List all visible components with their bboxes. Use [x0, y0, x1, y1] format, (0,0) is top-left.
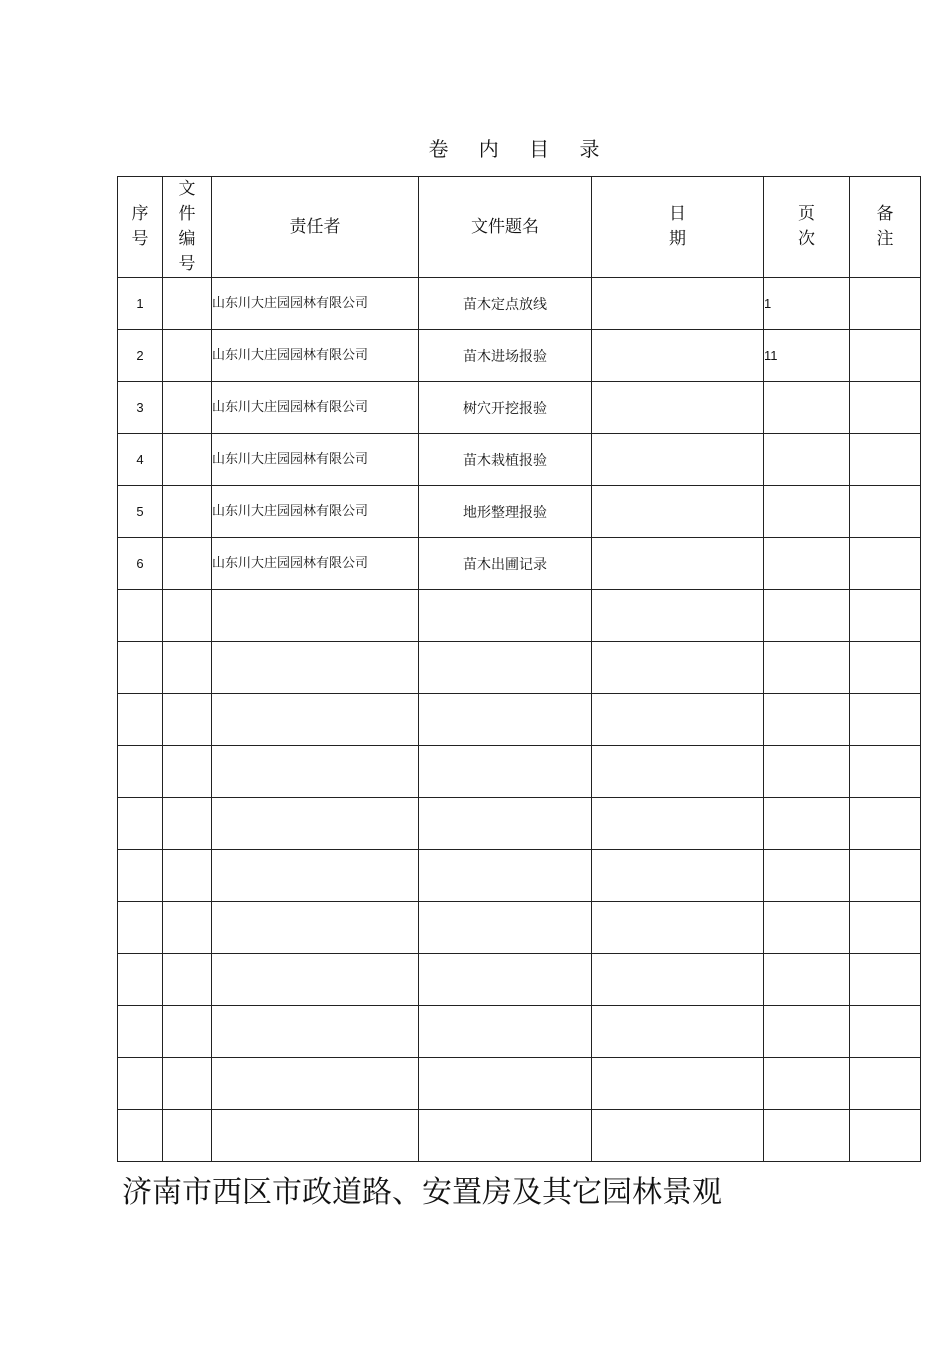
cell-date	[592, 746, 764, 798]
cell-seq	[118, 850, 163, 902]
cell-doc-no	[163, 1110, 212, 1162]
cell-responsible: 山东川大庄园园林有限公司	[212, 278, 419, 330]
table-row	[118, 278, 921, 330]
cell-seq	[118, 798, 163, 850]
header-responsible: 责任者	[212, 177, 419, 278]
cell-remarks	[850, 590, 921, 642]
cell-remarks	[850, 902, 921, 954]
header-date: 日期	[592, 177, 764, 278]
cell-doc-no	[163, 590, 212, 642]
cell-page	[764, 954, 850, 1006]
cell-seq	[118, 902, 163, 954]
cell-page	[764, 434, 850, 486]
table-row	[118, 798, 921, 850]
cell-doc-no	[163, 278, 212, 330]
cell-responsible: 山东川大庄园园林有限公司	[212, 538, 419, 590]
cell-doc-title	[419, 850, 592, 902]
cell-doc-no	[163, 798, 212, 850]
cell-doc-no	[163, 330, 212, 382]
cell-responsible	[212, 746, 419, 798]
cell-remarks	[850, 1110, 921, 1162]
table-row	[118, 330, 921, 382]
cell-page	[764, 902, 850, 954]
cell-doc-no	[163, 954, 212, 1006]
cell-seq: 1	[118, 278, 163, 330]
cell-doc-title: 苗木出圃记录	[419, 538, 592, 590]
header-page: 页次	[764, 177, 850, 278]
cell-page	[764, 382, 850, 434]
cell-page	[764, 1006, 850, 1058]
cell-date	[592, 590, 764, 642]
table-row	[118, 434, 921, 486]
cell-responsible: 山东川大庄园园林有限公司	[212, 434, 419, 486]
header-remarks: 备注	[850, 177, 921, 278]
cell-doc-title	[419, 954, 592, 1006]
cell-remarks	[850, 434, 921, 486]
table-row	[118, 1058, 921, 1110]
cell-seq: 6	[118, 538, 163, 590]
cell-responsible	[212, 902, 419, 954]
cell-doc-title	[419, 1110, 592, 1162]
cell-page: 1	[764, 278, 850, 330]
cell-page: 11	[764, 330, 850, 382]
cell-remarks	[850, 1058, 921, 1110]
cell-date	[592, 382, 764, 434]
cell-doc-title: 树穴开挖报验	[419, 382, 592, 434]
cell-seq: 5	[118, 486, 163, 538]
cell-page	[764, 694, 850, 746]
table-row	[118, 486, 921, 538]
cell-date	[592, 902, 764, 954]
cell-responsible	[212, 590, 419, 642]
cell-doc-title	[419, 798, 592, 850]
cell-date	[592, 538, 764, 590]
cell-responsible: 山东川大庄园园林有限公司	[212, 486, 419, 538]
cell-doc-no	[163, 902, 212, 954]
cell-doc-title	[419, 642, 592, 694]
cell-responsible	[212, 1006, 419, 1058]
cell-seq	[118, 1006, 163, 1058]
cell-page	[764, 538, 850, 590]
cell-doc-title	[419, 902, 592, 954]
cell-doc-title	[419, 1006, 592, 1058]
cell-doc-no	[163, 434, 212, 486]
cell-seq	[118, 954, 163, 1006]
cell-doc-title: 苗木进场报验	[419, 330, 592, 382]
cell-responsible	[212, 1110, 419, 1162]
cell-page	[764, 1058, 850, 1110]
cell-doc-no	[163, 1058, 212, 1110]
table-row	[118, 538, 921, 590]
cell-date	[592, 434, 764, 486]
cell-date	[592, 642, 764, 694]
table-row	[118, 954, 921, 1006]
cell-page	[764, 850, 850, 902]
cell-date	[592, 1110, 764, 1162]
cell-page	[764, 746, 850, 798]
cell-date	[592, 330, 764, 382]
table-row	[118, 850, 921, 902]
cell-seq	[118, 590, 163, 642]
cell-seq	[118, 1110, 163, 1162]
cell-date	[592, 954, 764, 1006]
header-doc-title: 文件题名	[419, 177, 592, 278]
cell-seq: 3	[118, 382, 163, 434]
cell-page	[764, 642, 850, 694]
cell-doc-title: 苗木栽植报验	[419, 434, 592, 486]
cell-doc-no	[163, 538, 212, 590]
cell-page	[764, 590, 850, 642]
cell-date	[592, 694, 764, 746]
cell-page	[764, 486, 850, 538]
cell-date	[592, 278, 764, 330]
table-row	[118, 590, 921, 642]
cell-doc-title	[419, 694, 592, 746]
cell-remarks	[850, 1006, 921, 1058]
catalog-table	[117, 176, 921, 1162]
cell-responsible: 山东川大庄园园林有限公司	[212, 330, 419, 382]
cell-remarks	[850, 954, 921, 1006]
cell-remarks	[850, 330, 921, 382]
cell-responsible	[212, 642, 419, 694]
cell-remarks	[850, 694, 921, 746]
table-row	[118, 642, 921, 694]
cell-remarks	[850, 850, 921, 902]
catalog-title: 卷 内 目 录	[428, 137, 612, 161]
cell-seq: 2	[118, 330, 163, 382]
cell-doc-no	[163, 642, 212, 694]
cell-seq: 4	[118, 434, 163, 486]
cell-seq	[118, 1058, 163, 1110]
cell-responsible	[212, 850, 419, 902]
header-seq: 序号	[118, 177, 163, 278]
cell-doc-no	[163, 486, 212, 538]
cell-doc-no	[163, 1006, 212, 1058]
cell-doc-no	[163, 850, 212, 902]
table-row	[118, 1110, 921, 1162]
cell-doc-no	[163, 746, 212, 798]
cell-date	[592, 798, 764, 850]
cell-remarks	[850, 278, 921, 330]
cell-responsible	[212, 694, 419, 746]
cell-doc-no	[163, 694, 212, 746]
cell-remarks	[850, 486, 921, 538]
cell-remarks	[850, 538, 921, 590]
cell-date	[592, 1058, 764, 1110]
cell-remarks	[850, 746, 921, 798]
cell-responsible	[212, 798, 419, 850]
cell-doc-title	[419, 590, 592, 642]
cell-responsible	[212, 954, 419, 1006]
cell-date	[592, 850, 764, 902]
cell-date	[592, 486, 764, 538]
table-row	[118, 1006, 921, 1058]
cell-responsible: 山东川大庄园园林有限公司	[212, 382, 419, 434]
cell-seq	[118, 642, 163, 694]
cell-page	[764, 1110, 850, 1162]
cell-remarks	[850, 382, 921, 434]
cell-responsible	[212, 1058, 419, 1110]
project-name-footer: 济南市西区市政道路、安置房及其它园林景观	[122, 1175, 722, 1210]
header-doc-no: 文件编号	[163, 177, 212, 278]
cell-doc-title: 苗木定点放线	[419, 278, 592, 330]
table-row	[118, 902, 921, 954]
cell-remarks	[850, 798, 921, 850]
header-row	[118, 177, 921, 278]
cell-seq	[118, 746, 163, 798]
table-row	[118, 382, 921, 434]
cell-doc-title	[419, 746, 592, 798]
cell-doc-title: 地形整理报验	[419, 486, 592, 538]
cell-doc-title	[419, 1058, 592, 1110]
cell-page	[764, 798, 850, 850]
cell-seq	[118, 694, 163, 746]
cell-remarks	[850, 642, 921, 694]
cell-date	[592, 1006, 764, 1058]
cell-doc-no	[163, 382, 212, 434]
table-row	[118, 694, 921, 746]
table-row	[118, 746, 921, 798]
